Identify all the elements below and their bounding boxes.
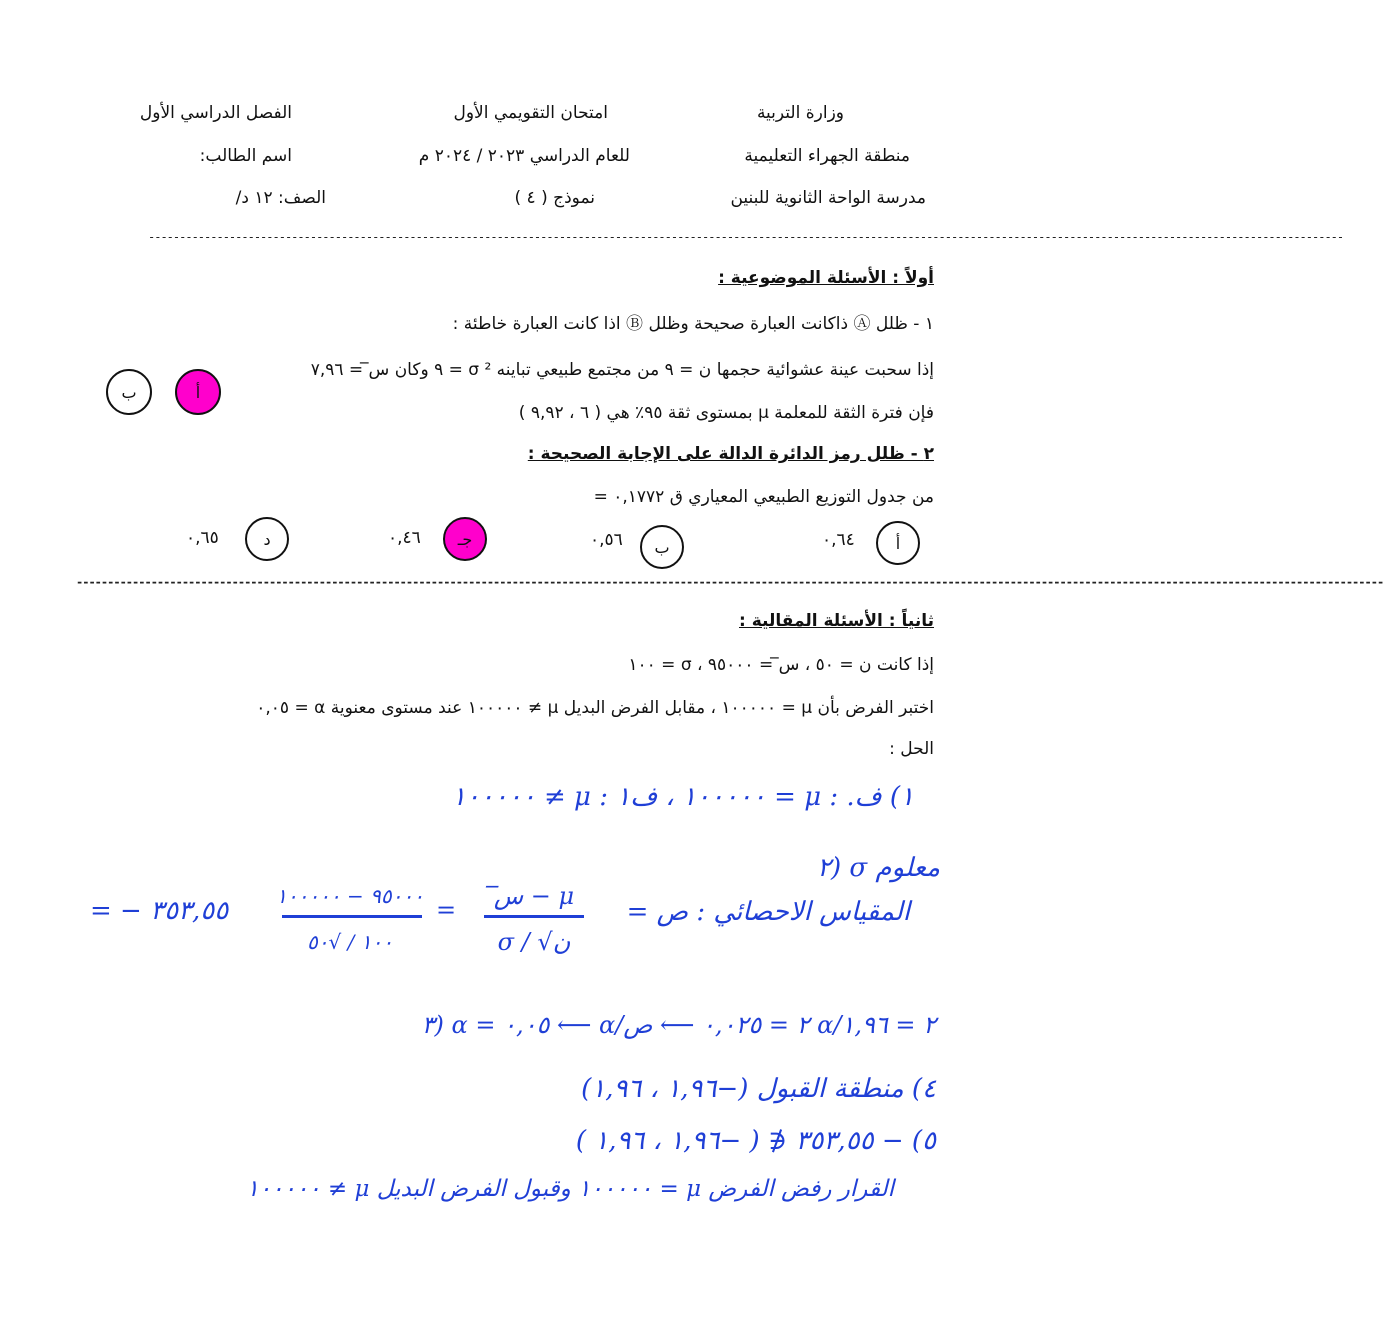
hw-step2-num2: ٩٥٠٠٠ − ١٠٠٠٠٠ — [276, 884, 424, 908]
q2-option-c-value: ٠,٤٦ — [388, 528, 421, 548]
q1-option-b-label: ب — [121, 382, 137, 402]
q1-line2: فإن فترة الثقة للمعلمة μ بمستوى ثقة ٩٥٪ هي ( ٦ ، ٩,٩٢ ) — [518, 403, 934, 423]
hw-step3: ٣) α = ٠,٠٥ ⟵ α/٢ = ٠,٠٢٥ ⟵ ص α/٢ = ١,٩٦ — [421, 1011, 936, 1039]
hw-step2-den2: ١٠٠ / √٥٠ — [307, 930, 393, 954]
q2-option-a[interactable] — [876, 521, 920, 565]
q2-option-a-letter: أ — [895, 533, 901, 553]
student-name-label: اسم الطالب: — [199, 146, 292, 166]
hw-step2-num1: س̅ − μ — [493, 882, 575, 910]
q1-line1: إذا سحبت عينة عشوائية حجمها ن = ٩ من مجتمع طبيعي تباينه σ ² = ٩ وكان س̅ = ٧,٩٦ — [310, 360, 934, 380]
model: نموذج ( ٤ ) — [514, 188, 595, 208]
q2-option-b[interactable] — [640, 525, 684, 569]
hw-step2-fraction-bar2 — [282, 915, 422, 918]
hw-step2-eq: = — [436, 896, 457, 924]
q2-option-d[interactable] — [245, 517, 289, 561]
q2-instruction: ٢ - ظلل رمز الدائرة الدالة على الإجابة الصحيحة : — [527, 444, 934, 464]
hw-step1: ١) ف. : μ = ١٠٠٠٠٠ ، ف١ : μ ≠ ١٠٠٠٠٠ — [451, 782, 914, 812]
section2-task: اختبر الفرض بأن μ = ١٠٠٠٠٠ ، مقابل الفرض البديل μ ≠ ١٠٠٠٠٠ عند مستوى معنوية α = ٠,٠٥ — [256, 698, 934, 718]
q2-option-d-letter: د — [263, 529, 271, 549]
q2-option-b-value: ٠,٥٦ — [590, 530, 623, 550]
hw-step2-fraction-bar1 — [484, 915, 584, 918]
ministry: وزارة التربية — [756, 103, 844, 123]
q2-option-c-letter: جـ — [457, 529, 473, 549]
q1-instruction: ١ - ظلل Ⓐ ذاكانت العبارة صحيحة وظلل Ⓑ اذا كانت العبارة خاطئة : — [452, 314, 934, 334]
exam-title: امتحان التقويمي الأول — [453, 103, 608, 123]
q1-option-a-label: أ — [195, 382, 201, 402]
separator: ------------------------------------------------------------------------------------------------------------------------------------------------------------------------------------------------ — [148, 230, 1344, 244]
q2-option-c[interactable] — [443, 517, 487, 561]
hw-step2-result: = − ٣٥٣,٥٥ — [90, 896, 229, 926]
school-year: للعام الدراسي ٢٠٢٣ / ٢٠٢٤ م — [418, 146, 630, 166]
grade: الصف: ١٢ د/ — [235, 188, 326, 208]
q2-option-d-value: ٠,٦٥ — [186, 528, 219, 548]
semester: الفصل الدراسي الأول — [139, 103, 292, 123]
school: مدرسة الواحة الثانوية للبنين — [730, 188, 926, 208]
section2-given: إذا كانت ن = ٥٠ ، س̅ = ٩٥٠٠٠ ، σ = ١٠٠ — [628, 655, 934, 675]
hw-step2-label: المقياس الاحصائي : ص = — [626, 897, 910, 927]
q2-option-a-value: ٠,٦٤ — [822, 530, 855, 550]
q2-stem: من جدول التوزيع الطبيعي المعياري ق ٠,١٧٧٢ = — [593, 487, 934, 507]
separator-2: ------------------------------------------------------------------------------------------------------------------------------------------------------------------------------------------------------------------ — [76, 575, 1383, 589]
hw-step2-den1: σ / √ن — [497, 928, 571, 956]
section1-title: أولاً : الأسئلة الموضوعية : — [718, 268, 934, 288]
solution-label: الحل : — [889, 739, 934, 759]
section2-title: ثانياً : الأسئلة المقالية : — [739, 611, 934, 631]
q1-option-a[interactable] — [175, 369, 221, 415]
hw-step5: ٥) − ٣٥٣,٥٥ ∉ ( −١,٩٦ ، ١,٩٦ ) — [575, 1126, 936, 1156]
hw-decision: القرار رفض الفرض μ = ١٠٠٠٠٠ وقبول الفرض البديل μ ≠ ١٠٠٠٠٠ — [246, 1176, 894, 1202]
hw-step2-head: ٢) σ معلوم — [817, 853, 940, 883]
hw-step4: ٤) منطقة القبول (−١,٩٦ ، ١,٩٦) — [581, 1074, 936, 1104]
q1-option-b[interactable] — [106, 369, 152, 415]
region: منطقة الجهراء التعليمية — [744, 146, 910, 166]
q2-option-b-letter: ب — [654, 537, 670, 557]
